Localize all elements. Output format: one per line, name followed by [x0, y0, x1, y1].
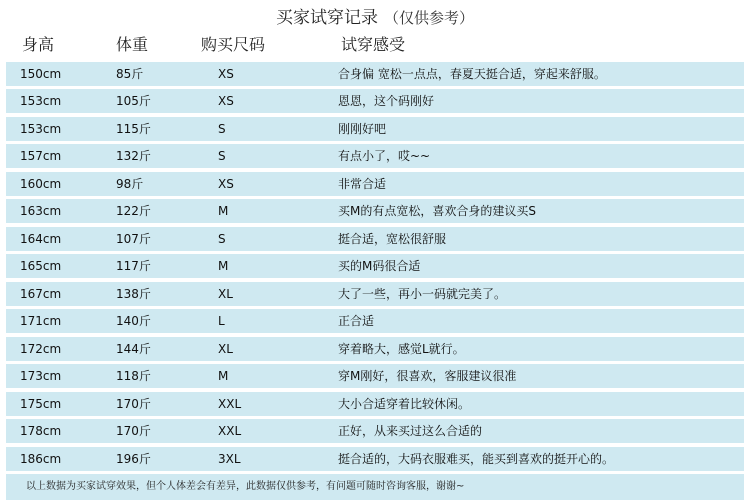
cell-height: 163cm — [20, 204, 62, 218]
footer-text: 以上数据为买家试穿效果，但个人体差会有差异，此数据仅供参考，有问题可随时咨询客服，谢谢~ — [26, 481, 465, 492]
page-title — [0, 4, 750, 32]
table-row — [6, 254, 744, 278]
cell-feedback: 穿M刚好，很喜欢，客服建议很准 — [338, 369, 517, 383]
cell-height: 157cm — [20, 149, 62, 163]
cell-feedback: 挺合适的，大码衣服难买，能买到喜欢的挺开心的。 — [338, 451, 615, 466]
cell-size: S — [218, 231, 226, 246]
title-main: 买家试穿记录 — [275, 8, 378, 28]
table-row — [6, 172, 744, 196]
table-row — [6, 419, 744, 443]
cell-weight: 144斤 — [116, 341, 151, 356]
cell-size: S — [218, 149, 226, 163]
cell-weight: 105斤 — [116, 94, 151, 108]
cell-height: 150cm — [20, 66, 62, 81]
table-row — [6, 227, 744, 251]
cell-weight: 118斤 — [116, 369, 151, 383]
table-row — [6, 337, 744, 361]
cell-height: 172cm — [20, 341, 62, 356]
table-row — [6, 309, 744, 333]
cell-size: M — [218, 259, 229, 273]
header-height: 身高 — [22, 35, 55, 54]
cell-feedback: 有点小了，哎~~ — [338, 149, 431, 163]
cell-size: XXL — [218, 396, 242, 411]
cell-weight: 196斤 — [116, 451, 151, 466]
cell-feedback: 恩恩，这个码刚好 — [338, 94, 435, 108]
table-row — [6, 117, 744, 141]
header-size: 购买尺码 — [201, 35, 266, 54]
table-row — [6, 364, 744, 388]
cell-height: 153cm — [20, 121, 62, 136]
cell-size: XS — [218, 94, 234, 108]
cell-weight: 122斤 — [116, 204, 151, 218]
cell-weight: 85斤 — [116, 66, 144, 81]
cell-height: 186cm — [20, 451, 62, 466]
cell-size: 3XL — [218, 451, 241, 466]
cell-height: 153cm — [20, 94, 62, 108]
cell-feedback: 大小合适穿着比较休闲。 — [338, 396, 471, 411]
cell-weight: 132斤 — [116, 149, 151, 163]
cell-feedback: 非常合适 — [338, 176, 387, 191]
cell-weight: 138斤 — [116, 286, 151, 301]
header-feedback: 试穿感受 — [341, 35, 406, 54]
cell-height: 165cm — [20, 259, 62, 273]
cell-feedback: 穿着略大，感觉L就行。 — [338, 341, 465, 356]
cell-size: XS — [218, 176, 234, 191]
cell-weight: 115斤 — [116, 121, 151, 136]
cell-height: 171cm — [20, 314, 62, 328]
footer-note — [6, 474, 744, 500]
cell-feedback: 正好，从来买过这么合适的 — [338, 424, 483, 438]
table-row — [6, 89, 744, 113]
cell-feedback: 刚刚好吧 — [338, 121, 387, 136]
try-on-table — [6, 32, 744, 471]
cell-feedback: 合身偏 宽松一点点，春夏天挺合适，穿起来舒服。 — [338, 66, 606, 81]
cell-feedback: 买的M码很合适 — [338, 259, 421, 273]
cell-size: M — [218, 204, 229, 218]
table-row — [6, 144, 744, 168]
cell-feedback: 买M的有点宽松，喜欢合身的建议买S — [338, 204, 536, 218]
table-row — [6, 392, 744, 416]
cell-feedback: 挺合适，宽松很舒服 — [338, 231, 447, 246]
cell-size: S — [218, 121, 226, 136]
cell-feedback: 正合适 — [338, 314, 375, 328]
title-sub: （仅供参考） — [383, 9, 474, 27]
table-row — [6, 62, 744, 86]
cell-weight: 170斤 — [116, 424, 151, 438]
cell-height: 178cm — [20, 424, 62, 438]
cell-weight: 140斤 — [116, 314, 151, 328]
cell-weight: 98斤 — [116, 176, 144, 191]
header-weight: 体重 — [116, 35, 149, 54]
cell-weight: 107斤 — [116, 231, 151, 246]
cell-height: 167cm — [20, 286, 62, 301]
cell-size: L — [218, 314, 225, 328]
cell-size: XL — [218, 286, 233, 301]
cell-size: XXL — [218, 424, 242, 438]
table-header — [6, 32, 744, 58]
cell-feedback: 大了一些，再小一码就完美了。 — [338, 286, 507, 301]
cell-weight: 117斤 — [116, 259, 151, 273]
cell-height: 160cm — [20, 176, 62, 191]
cell-weight: 170斤 — [116, 396, 151, 411]
table-row — [6, 447, 744, 471]
cell-height: 164cm — [20, 231, 62, 246]
table-row — [6, 282, 744, 306]
cell-size: XS — [218, 66, 234, 81]
cell-size: M — [218, 369, 229, 383]
cell-size: XL — [218, 341, 233, 356]
cell-height: 173cm — [20, 369, 62, 383]
table-row — [6, 199, 744, 223]
cell-height: 175cm — [20, 396, 62, 411]
